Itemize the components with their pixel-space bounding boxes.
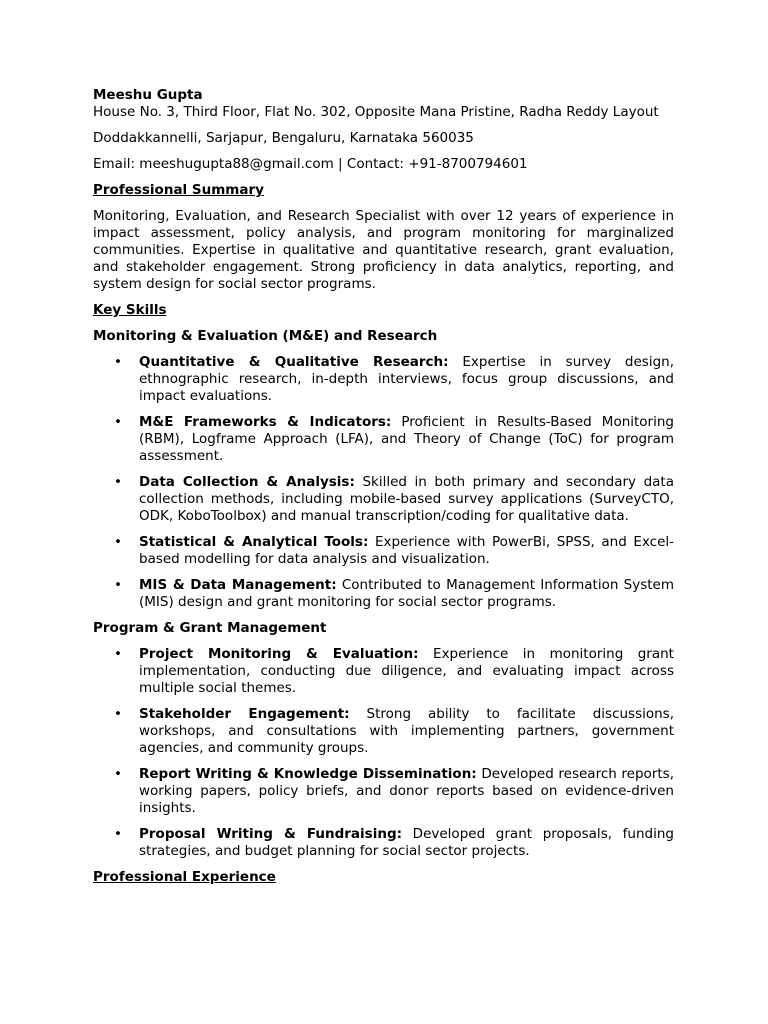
- skill-text: Proficient in Results-Based Monitoring (RBM), Logframe Approach (LFA), and Theory of Change (ToC) for program assessment.: [139, 414, 674, 464]
- skill-text: Developed research reports, working papers, policy briefs, and donor reports based on evidence-driven insights.: [139, 766, 674, 816]
- skill-label: MIS & Data Management:: [139, 577, 337, 593]
- skill-text: Skilled in both primary and secondary data collection methods, including mobile-based survey applications (SurveyCTO, ODK, KoboToolbox) and manual transcription/coding for qualitative data.: [139, 474, 675, 524]
- skill-text: Experience in monitoring grant implementation, conducting due diligence, and evaluating impact across multiple social themes.: [139, 646, 674, 696]
- list-item: [93, 766, 674, 817]
- skill-text: Strong ability to facilitate discussions, workshops, and consultations with implementing partners, government agencies, and community groups.: [139, 706, 675, 756]
- bullet-icon: •: [114, 577, 122, 593]
- experience-heading: Professional Experience: [93, 869, 276, 885]
- skill-label: Data Collection & Analysis:: [139, 474, 355, 490]
- list-item: [93, 474, 674, 525]
- list-item: [93, 646, 674, 697]
- skill-label: Statistical & Analytical Tools:: [139, 534, 369, 550]
- summary-text: Monitoring, Evaluation, and Research Specialist with over 12 years of experience in impact assessment, policy analysis, and program monitoring for marginalized communities. Expertise in qualitative and quantitative research, grant evaluation, and stakeholder engagement. Strong proficiency in data analytics, reporting, and system design for social sector programs.: [93, 208, 674, 292]
- skills-list-program: [93, 646, 674, 860]
- list-item: [93, 577, 674, 611]
- candidate-name: Meeshu Gupta: [93, 87, 203, 103]
- bullet-icon: •: [114, 354, 122, 370]
- bullet-icon: •: [114, 474, 122, 490]
- skill-label: Project Monitoring & Evaluation:: [139, 646, 419, 662]
- resume-page: [93, 87, 674, 886]
- skill-label: M&E Frameworks & Indicators:: [139, 414, 392, 430]
- contact-line: Email: meeshugupta88@gmail.com | Contact: +91-8700794601: [93, 156, 528, 172]
- bullet-icon: •: [114, 706, 122, 722]
- skill-label: Stakeholder Engagement:: [139, 706, 350, 722]
- bullet-icon: •: [114, 826, 122, 842]
- skill-text: Developed grant proposals, funding strategies, and budget planning for social sector projects.: [139, 826, 674, 859]
- skill-text: Contributed to Management Information System (MIS) design and grant monitoring for social sector programs.: [139, 577, 674, 610]
- list-item: [93, 354, 674, 405]
- address-line-2: Doddakkannelli, Sarjapur, Bengaluru, Karnataka 560035: [93, 130, 474, 146]
- list-item: [93, 534, 674, 568]
- list-item: [93, 414, 674, 465]
- skills-group-title: Program & Grant Management: [93, 620, 327, 636]
- key-skills-heading: Key Skills: [93, 302, 167, 318]
- bullet-icon: •: [114, 646, 122, 662]
- list-item: [93, 706, 674, 757]
- summary-heading: Professional Summary: [93, 182, 264, 198]
- skill-text: Expertise in survey design, ethnographic research, in-depth interviews, focus group discussions, and impact evaluations.: [139, 354, 674, 404]
- bullet-icon: •: [114, 766, 122, 782]
- skill-text: Experience with PowerBi, SPSS, and Excel-based modelling for data analysis and visualization.: [139, 534, 674, 567]
- skills-group-title: Monitoring & Evaluation (M&E) and Research: [93, 328, 438, 344]
- skill-label: Quantitative & Qualitative Research:: [139, 354, 449, 370]
- bullet-icon: •: [114, 414, 122, 430]
- skill-label: Proposal Writing & Fundraising:: [139, 826, 403, 842]
- list-item: [93, 826, 674, 860]
- skills-list-me: [93, 354, 674, 611]
- skill-label: Report Writing & Knowledge Dissemination:: [139, 766, 477, 782]
- address-line-1: House No. 3, Third Floor, Flat No. 302, Opposite Mana Pristine, Radha Reddy Layout: [93, 104, 659, 120]
- bullet-icon: •: [114, 534, 122, 550]
